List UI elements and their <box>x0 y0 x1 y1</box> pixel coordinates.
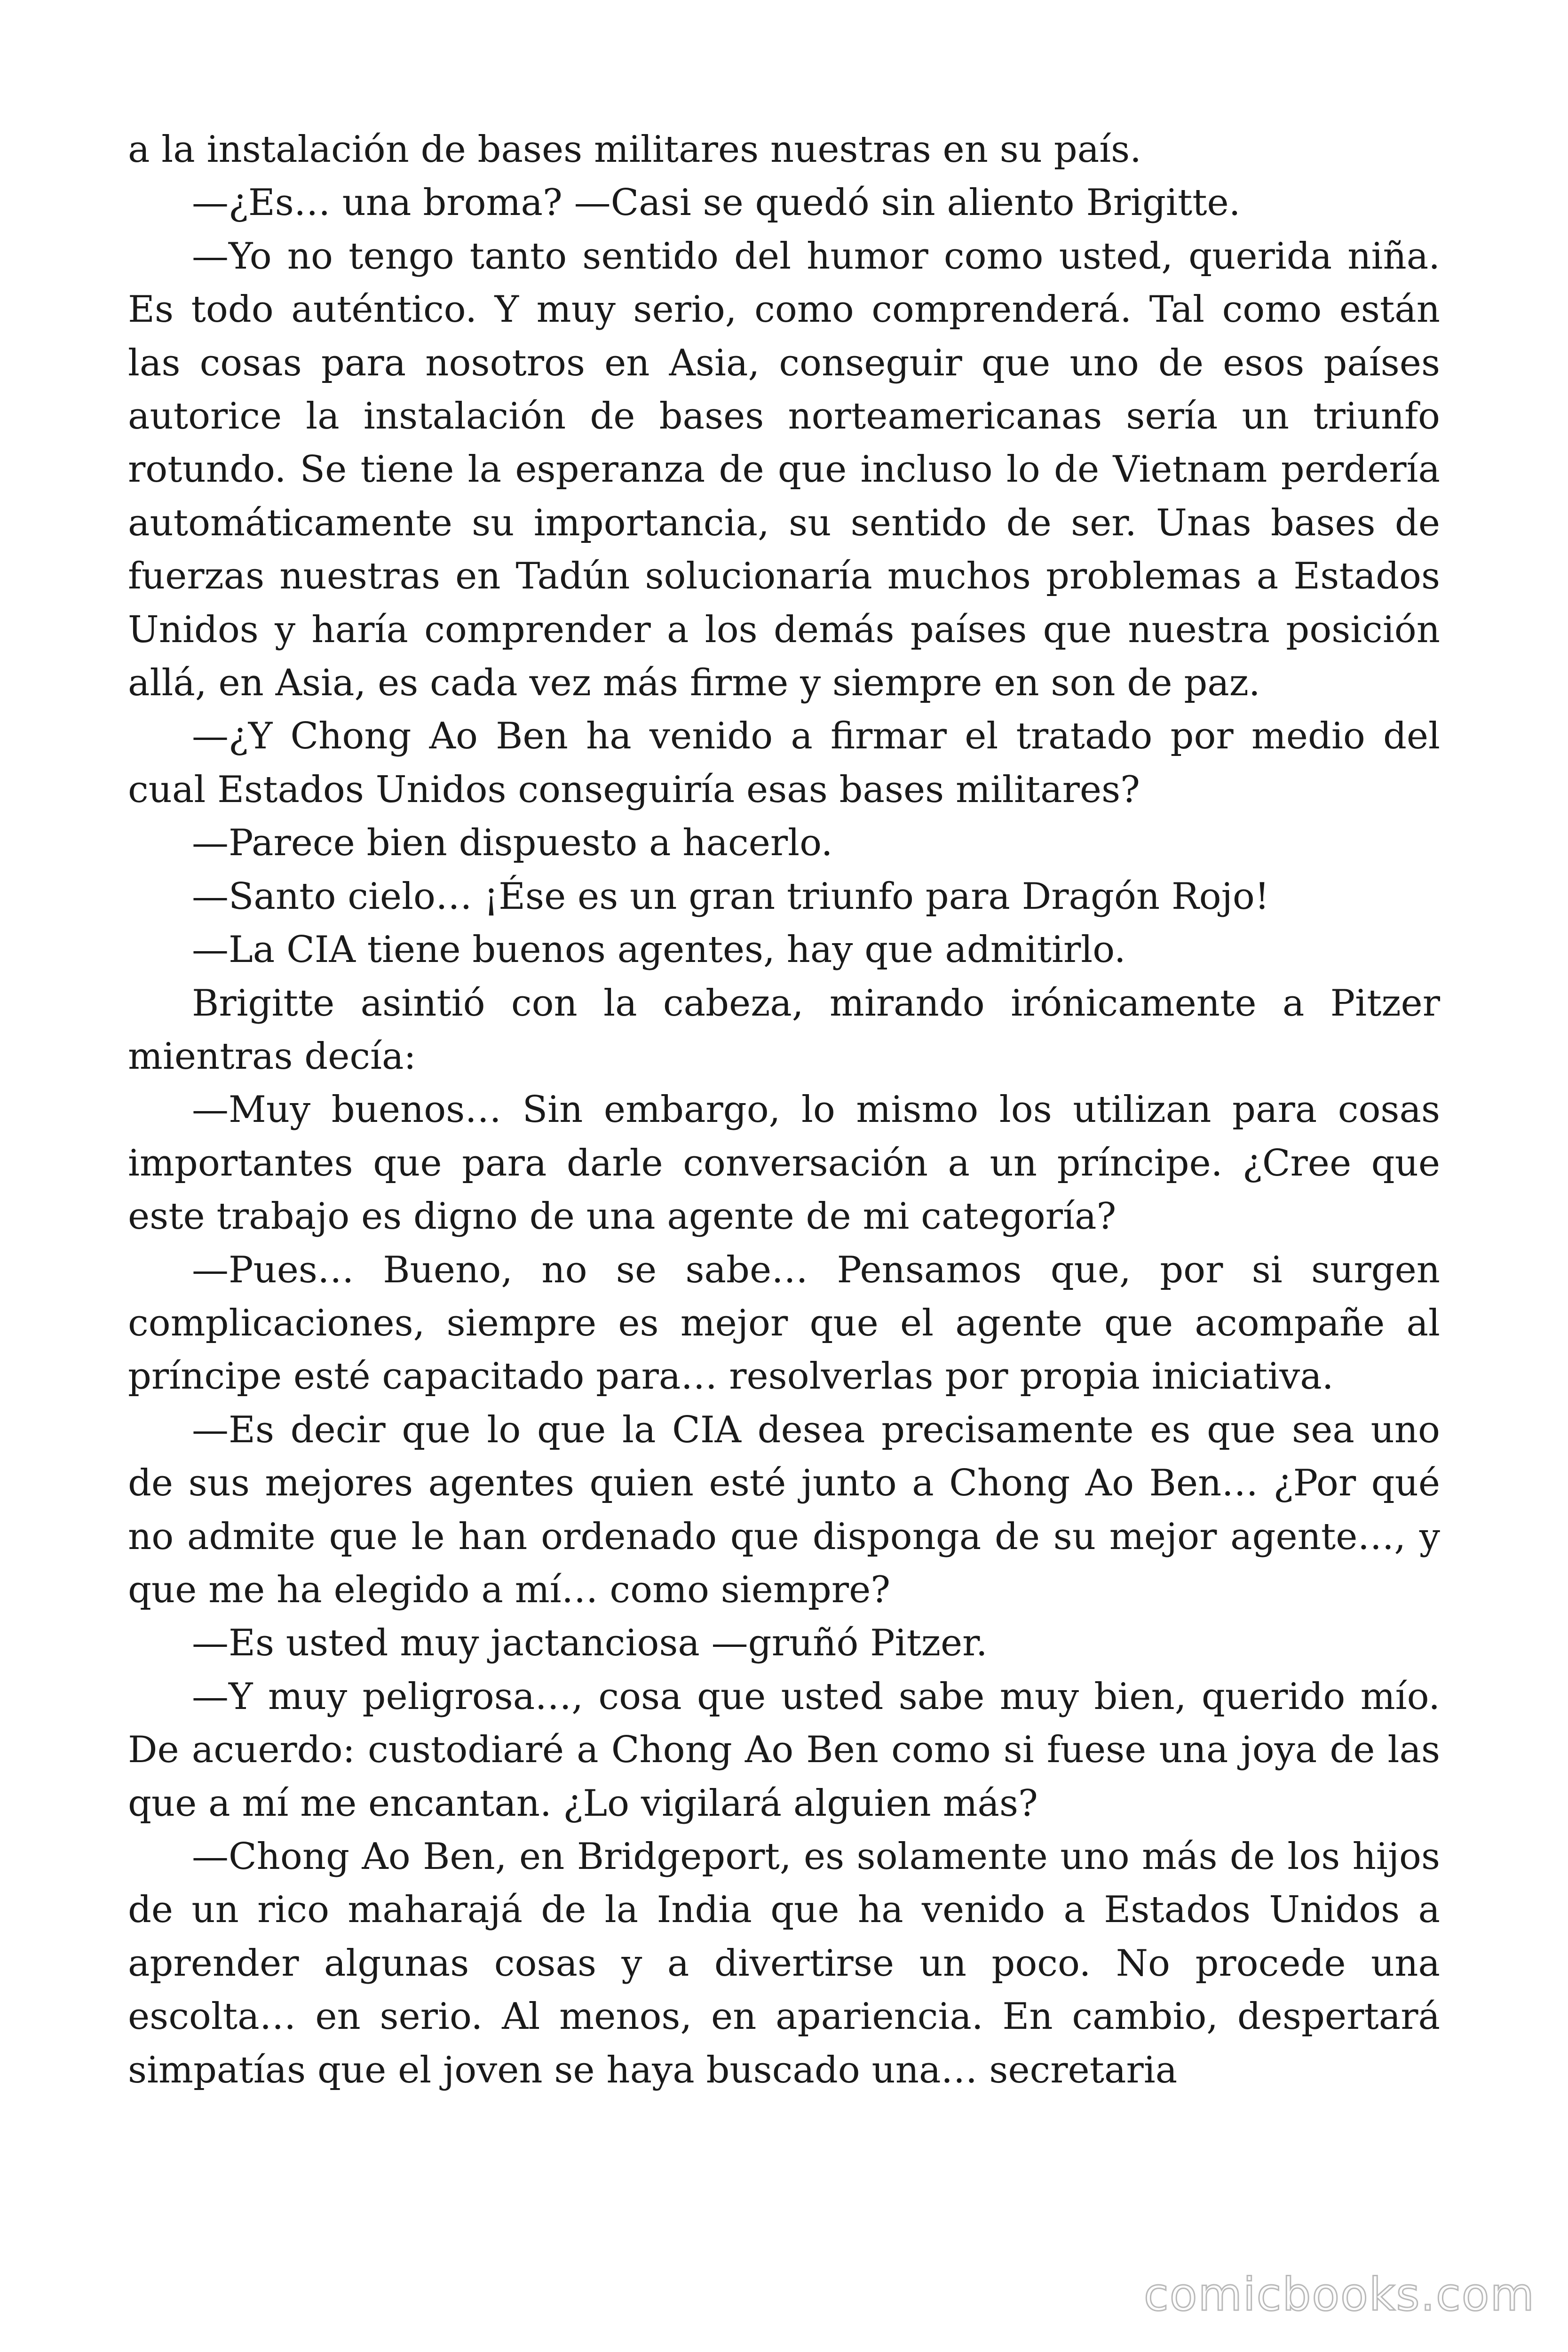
site-watermark: comicbooks.com <box>1143 2268 1535 2321</box>
paragraph: —Es usted muy jactanciosa —gruñó Pitzer. <box>192 1622 988 1665</box>
paragraph: —Es decir que lo que la CIA desea precisamente es que sea uno de sus mejores agentes quien esté junto a Chong Ao Ben… ¿Por qué no admite que le han ordenado que disponga de su mejor agente…, y que me ha elegido a mí… como siempre? <box>128 1408 1440 1611</box>
paragraph: —¿Y Chong Ao Ben ha venido a firmar el tratado por medio del cual Estados Unidos conseguiría esas bases militares? <box>128 715 1440 811</box>
paragraph: —¿Es… una broma? —Casi se quedó sin aliento Brigitte. <box>192 182 1241 224</box>
paragraph: —Muy buenos… Sin embargo, lo mismo los utilizan para cosas importantes que para darle conversación a un príncipe. ¿Cree que este trabajo es digno de una agente de mi categoría? <box>128 1089 1440 1238</box>
paragraph-continuation: a la instalación de bases militares nuestras en su país. <box>128 128 1141 171</box>
paragraph: —Y muy peligrosa…, cosa que usted sabe muy bien, querido mío. De acuerdo: custodiaré a Chong Ao Ben como si fuese una joya de las que a mí me encantan. ¿Lo vigilará alguien más? <box>128 1675 1440 1825</box>
paragraph: —Pues… Bueno, no se sabe… Pensamos que, por si surgen complicaciones, siempre es mejor que el agente que acompañe al príncipe esté capacitado para… resolverlas por propia iniciativa. <box>128 1248 1440 1398</box>
paragraph: —Chong Ao Ben, en Bridgeport, es solamente uno más de los hijos de un rico maharajá de la India que ha venido a Estados Unidos a aprender algunas cosas y a divertirse un poco. No procede una escolta… en serio. Al menos, en apariencia. En cambio, despertará simpatías que el joven se haya buscado una… secretaria <box>128 1836 1440 2091</box>
body-text <box>128 123 1440 2097</box>
paragraph: Brigitte asintió con la cabeza, mirando irónicamente a Pitzer mientras decía: <box>128 982 1440 1078</box>
paragraph: —Parece bien dispuesto a hacerlo. <box>192 822 833 865</box>
paragraph: —La CIA tiene buenos agentes, hay que admitirlo. <box>192 929 1126 971</box>
paragraph: —Santo cielo… ¡Ése es un gran triunfo para Dragón Rojo! <box>192 875 1270 918</box>
paragraph: —Yo no tengo tanto sentido del humor como usted, querida niña. Es todo auténtico. Y muy serio, como comprenderá. Tal como están las cosas para nosotros en Asia, conseguir que uno de esos países autorice la instalación de bases norteamericanas sería un triunfo rotundo. Se tiene la esperanza de que incluso lo de Vietnam perdería automáticamente su importancia, su sentido de ser. Unas bases de fuerzas nuestras en Tadún solucionaría muchos problemas a Estados Unidos y haría comprender a los demás países que nuestra posición allá, en Asia, es cada vez más firme y siempre en son de paz. <box>128 235 1440 705</box>
